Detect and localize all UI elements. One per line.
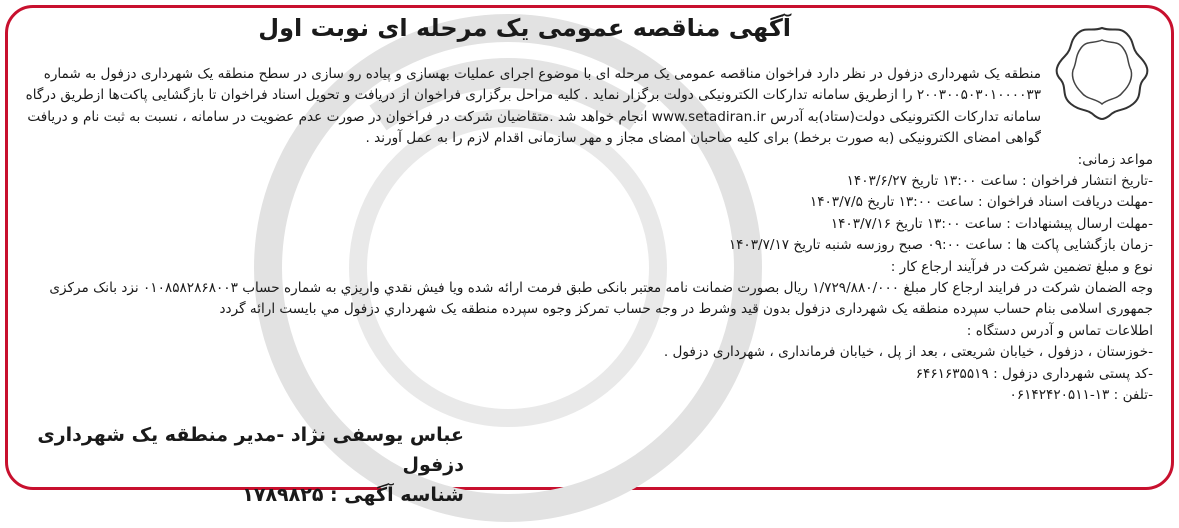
contact-address: -خوزستان ، دزفول ، خیابان شریعتی ، بعد از پل ، خیابان فرمانداری ، شهرداری دزفول . <box>663 344 1153 361</box>
date-opening: -زمان بازگشایی پاکت ها : ساعت ۰۹:۰۰ صبح روزسه شنبه تاریخ ۱۴۰۳/۷/۱۷ <box>728 237 1153 254</box>
ad-body <box>22 64 1153 407</box>
contact-heading: اطلاعات تماس و آدرس دستگاه : <box>966 322 1153 339</box>
contact-postal-code: -کد پستی شهرداری دزفول : ۶۴۶۱۶۳۵۵۱۹ <box>915 365 1153 382</box>
signature-block <box>24 420 464 510</box>
date-publish: -تاریخ انتشار فراخوان : ساعت ۱۳:۰۰ تاریخ ۱۴۰۳/۶/۲۷ <box>846 173 1153 190</box>
guarantee-heading: نوع و مبلغ تضمین شرکت در فرآیند ارجاع کار : <box>890 258 1153 275</box>
ad-id: شناسه آگهی : ۱۷۸۹۸۲۵ <box>242 484 464 506</box>
signer-name: عباس یوسفی نژاد -مدیر منطقه یک شهرداری دزفول <box>37 424 464 476</box>
guarantee-text: وجه الضمان شرکت در فرایند ارجاع کار مبلغ ۱/۷۲۹/۸۸۰/۰۰۰ ریال بصورت ضمانت نامه معتبر بانکی طبق فرمت ارائه شده ویا فیش نقدي واريزي به شماره حساب ۰۱۰۸۵۸۲۸۶۸۰۰۳ نزد بانک مرکزی جمهوری اسلامی بنام حساب سپرده منطقه یک شهرداری دزفول بدون قيد وشرط در وجه حساب تمرکز وجوه سپرده منطقه یک شهرداري دزفول مي بايست ارائه گردد <box>49 280 1153 318</box>
ad-frame <box>5 5 1174 506</box>
intro-paragraph: منطقه یک شهرداری دزفول در نظر دارد فراخوان مناقصه عمومی یک مرحله ای با موضوع اجرای عملیات بهسازی و پیاده رو سازی در سطح منطقه یک شهرداری دزفول به شماره ۲۰۰۳۰۰۵۰۳۰۱۰۰۰۰۳۳ را ازطریق سامانه تدارکات الکترونیکی دولت برگزار نماید . کلیه مراحل برگزاری فراخوان از دریافت و تحویل اسناد فراخوان تا بازگشایی پاکت‌ها ازطریق درگاه سامانه تدارکات الکترونیکی دولت(ستاد)به آدرس www.setadiran.ir انجام خواهد شد .متقاضیان شرکت در فراخوان در صورت عدم عضویت در سامانه ، نسبت به ثبت نام و دریافت گواهی امضای الکترونیکی (به صورت برخط) برای کلیه صاحبان امضای مجاز و مهر سازمانی اقدام لازم را به عمل آورند . <box>25 66 1041 147</box>
date-doc-deadline: -مهلت دریافت اسناد فراخوان : ساعت ۱۳:۰۰ تاریخ ۱۴۰۳/۷/۵ <box>809 194 1153 211</box>
contact-phone: -تلفن : ۱۳-۰۶۱۴۲۴۲۰۵۱۱ <box>1009 387 1153 404</box>
date-bid-deadline: -مهلت ارسال پیشنهادات : ساعت ۱۳:۰۰ تاریخ ۱۴۰۳/۷/۱۶ <box>830 215 1153 232</box>
dates-heading: مواعد زمانی: <box>1077 151 1153 168</box>
ad-title: آگهی مناقصه عمومی یک مرحله ای نوبت اول <box>258 14 791 42</box>
